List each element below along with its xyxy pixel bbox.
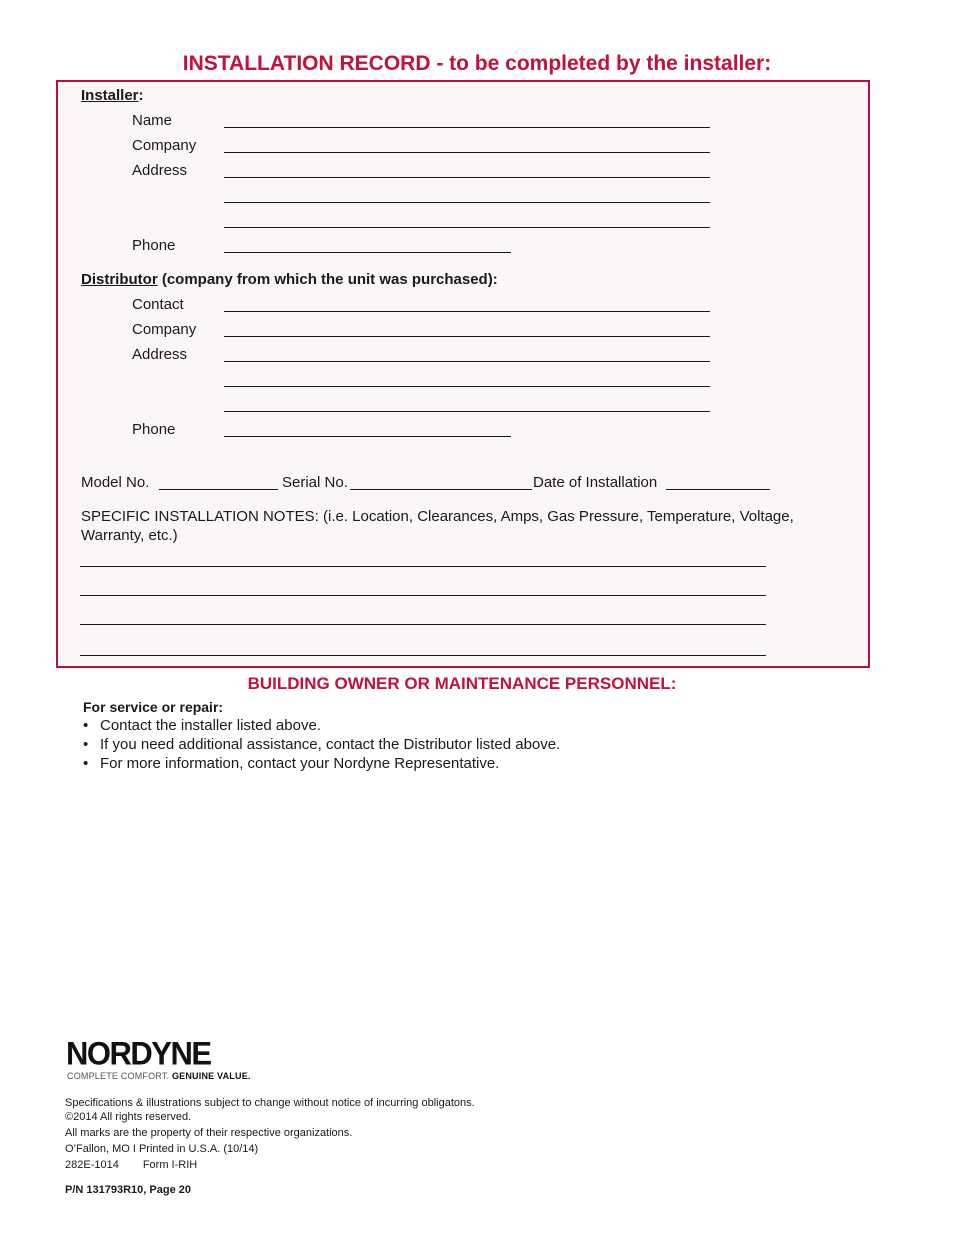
footer-line-2: ©2014 All rights reserved. (65, 1111, 192, 1123)
date-field[interactable] (666, 489, 770, 490)
date-label: Date of Installation (533, 474, 658, 491)
distributor-address-field-1[interactable] (224, 361, 710, 362)
footer-form: Form I-RIH (142, 1159, 198, 1171)
installer-company-field[interactable] (224, 152, 710, 153)
service-subheading: For service or repair: (83, 699, 224, 715)
installer-heading (81, 87, 144, 104)
distributor-heading (81, 271, 498, 288)
tagline-part-b: GENUINE VALUE. (171, 1071, 251, 1081)
tagline-part-a: COMPLETE COMFORT. (67, 1071, 170, 1081)
distributor-phone-label: Phone (132, 421, 176, 438)
installer-name-label: Name (132, 112, 173, 129)
notes-field-1[interactable] (80, 566, 766, 567)
installer-address-field-1[interactable] (224, 177, 710, 178)
serial-label: Serial No. (282, 474, 348, 491)
distributor-heading-text: Distributor (81, 271, 158, 288)
bullet-dot-icon: • (83, 736, 89, 753)
installer-phone-label: Phone (132, 237, 176, 254)
distributor-address-label: Address (132, 346, 188, 363)
installer-address-field-3[interactable] (224, 227, 710, 228)
notes-field-3[interactable] (80, 624, 766, 625)
installer-address-label: Address (132, 162, 188, 179)
installer-heading-text: Installer (81, 87, 139, 104)
owner-bullet-3 (83, 755, 500, 772)
bullet-dot-icon: • (83, 717, 89, 734)
notes-field-2[interactable] (80, 595, 766, 596)
installer-address-field-2[interactable] (224, 202, 710, 203)
serial-field[interactable] (350, 489, 532, 490)
notes-field-4[interactable] (80, 655, 766, 656)
installer-heading-colon: : (138, 87, 144, 104)
footer-line-4: O’Fallon, MO I Printed in U.S.A. (10/14) (65, 1143, 259, 1155)
footer-line-1: Specifications & illustrations subject to change without notice of incurring obligatons. (65, 1097, 475, 1109)
owner-heading: BUILDING OWNER OR MAINTENANCE PERSONNEL: (247, 674, 677, 693)
footer-line-5 (65, 1159, 197, 1171)
nordyne-logo: NORDYNE (66, 1035, 211, 1072)
notes-label-line-2: Warranty, etc.) (81, 527, 178, 544)
model-label: Model No. (81, 474, 150, 491)
page-title: INSTALLATION RECORD - to be completed by the installer: (182, 52, 772, 75)
owner-bullet-text-2: If you need additional assistance, contact the Distributor listed above. (100, 736, 561, 753)
installer-phone-field[interactable] (224, 252, 511, 253)
owner-bullet-2 (83, 736, 561, 753)
owner-bullet-text-1: Contact the installer listed above. (100, 717, 321, 734)
installer-name-field[interactable] (224, 127, 710, 128)
distributor-address-field-3[interactable] (224, 411, 710, 412)
installer-company-label: Company (132, 137, 197, 154)
distributor-address-field-2[interactable] (224, 386, 710, 387)
notes-label-line-1: SPECIFIC INSTALLATION NOTES: (i.e. Location, Clearances, Amps, Gas Pressure, Temperature, Voltage, (81, 508, 794, 525)
owner-bullet-1 (83, 717, 321, 734)
page-number: P/N 131793R10, Page 20 (65, 1184, 191, 1196)
model-field[interactable] (159, 489, 278, 490)
brand-tagline (67, 1071, 251, 1081)
distributor-phone-field[interactable] (224, 436, 511, 437)
distributor-company-label: Company (132, 321, 197, 338)
distributor-contact-label: Contact (132, 296, 184, 313)
footer-line-3: All marks are the property of their respective organizations. (65, 1127, 353, 1139)
footer-code: 282E-1014 (65, 1159, 119, 1171)
distributor-contact-field[interactable] (224, 311, 710, 312)
owner-bullet-text-3: For more information, contact your Nordyne Representative. (100, 755, 500, 772)
distributor-company-field[interactable] (224, 336, 710, 337)
distributor-heading-note: (company from which the unit was purchased): (157, 271, 498, 288)
bullet-dot-icon: • (83, 755, 89, 772)
